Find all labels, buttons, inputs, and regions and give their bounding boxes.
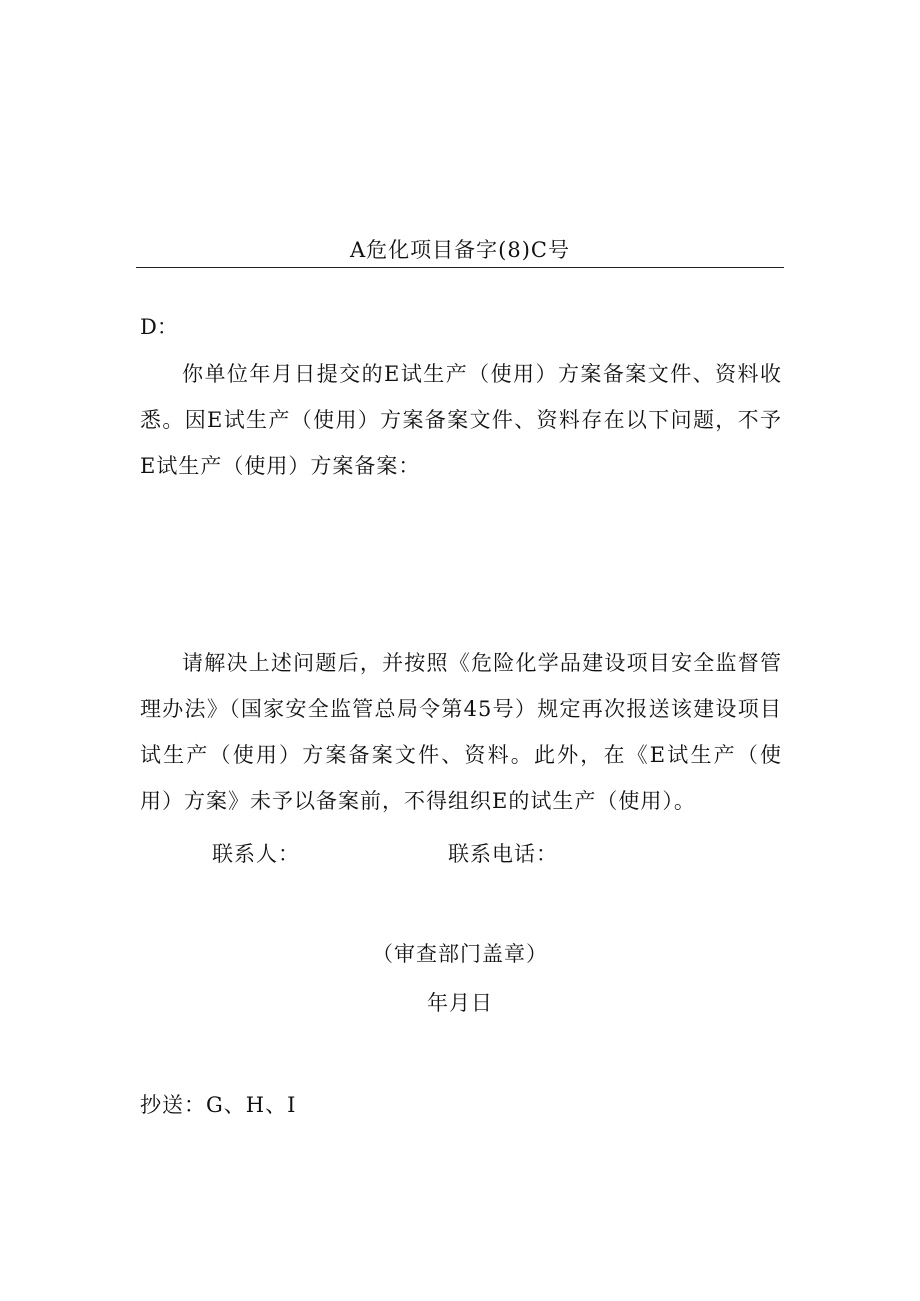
- date-line: 年月日: [427, 991, 493, 1015]
- contact-row: [0, 838, 920, 878]
- contact-person-label: 联系人：: [212, 842, 300, 866]
- notice-paragraph-1: 你单位年月日提交的E试生产（使用）方案备案文件、资料收悉。因E试生产（使用）方案备案文件、资料存在以下问题，不予E试生产（使用）方案备案：: [140, 362, 782, 478]
- header-divider: [136, 267, 784, 268]
- seal-placeholder: （审查部门盖章）: [372, 942, 548, 966]
- addressee: D：: [140, 315, 178, 339]
- document-number: A危化项目备字(8)C号: [350, 238, 570, 262]
- contact-phone-label: 联系电话：: [448, 842, 558, 866]
- notice-paragraph-2: 请解决上述问题后，并按照《危险化学品建设项目安全监督管理办法》（国家安全监管总局令第45号）规定再次报送该建设项目试生产（使用）方案备案文件、资料。此外，在《E试生产（使用）方案》未予以备案前，不得组织E的试生产（使用）。: [140, 651, 782, 813]
- carbon-copy-line: 抄送：G、H、I: [140, 1093, 297, 1117]
